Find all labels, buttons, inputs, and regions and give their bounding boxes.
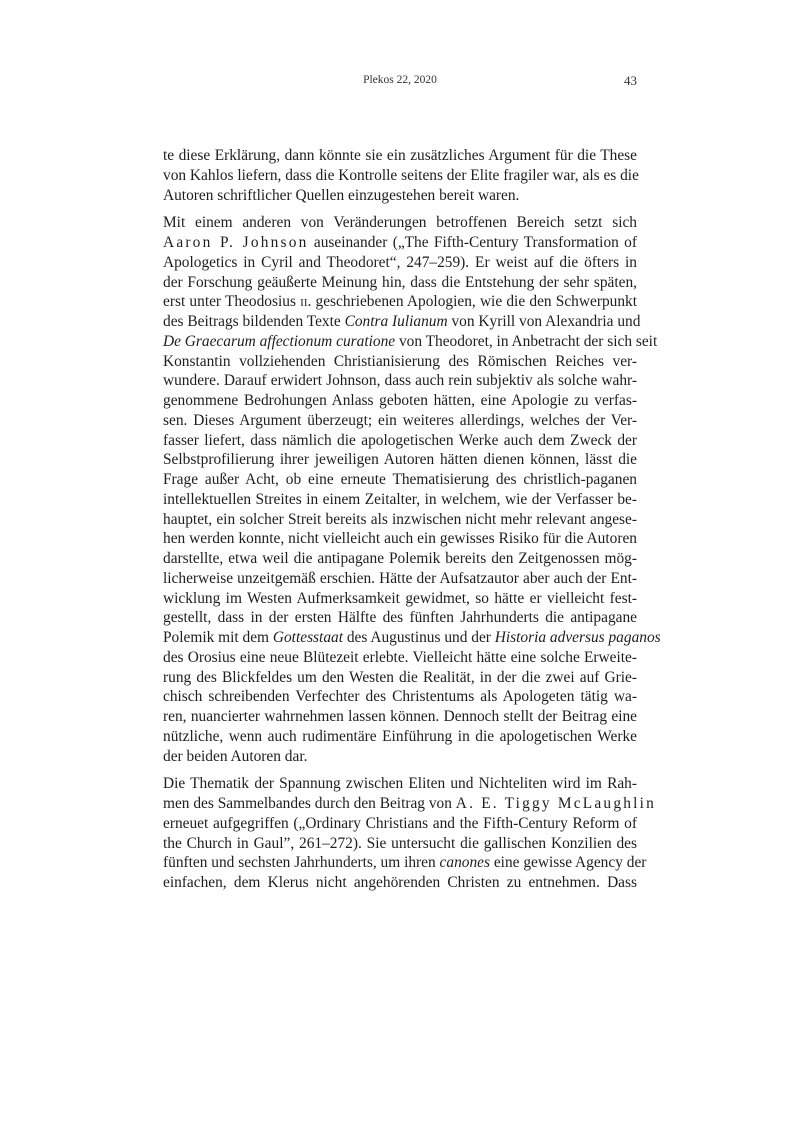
text-line bbox=[163, 411, 637, 431]
author-name: Aaron P. Johnson bbox=[163, 234, 309, 251]
text-line bbox=[163, 292, 637, 312]
text-line bbox=[163, 273, 637, 293]
text-line bbox=[163, 794, 656, 814]
text-run: wicklung im Westen Aufmerksamkeit gewidmet, so hätte er vielleicht fest- bbox=[163, 589, 637, 607]
text-line bbox=[163, 814, 637, 834]
text-line bbox=[163, 470, 637, 490]
text-line bbox=[163, 774, 637, 794]
text-run: erneuet aufgegriffen („Ordinary Christians and the Fifth-Century Reform of bbox=[163, 814, 637, 832]
text-run: von Kyrill von Alexandria und bbox=[447, 313, 641, 330]
text-run: auseinander („The Fifth-Century Transformation of bbox=[308, 234, 637, 251]
italic-title: Gottesstaat bbox=[272, 629, 343, 646]
page-number: 43 bbox=[624, 73, 637, 88]
text-run: gestellt, dass in der ersten Hälfte des fünften Jahrhunderts die antipagane bbox=[163, 609, 637, 627]
text-run: wundere. Darauf erwidert Johnson, dass auch rein subjektiv als solche wahr- bbox=[163, 372, 637, 390]
text-line bbox=[163, 529, 637, 549]
text-run: eine gewisse Agency der bbox=[489, 854, 647, 872]
text-run: genommene Bedrohungen Anlass geboten hätten, eine Apologie zu verfas- bbox=[163, 392, 637, 409]
text-line bbox=[163, 490, 637, 510]
body-text bbox=[163, 146, 661, 901]
running-head bbox=[163, 74, 637, 90]
text-run: fünften und sechsten Jahrhunderts, um ihren bbox=[163, 854, 440, 872]
text-run: des Augustinus und der bbox=[343, 629, 495, 646]
text-run: nützliche, wenn auch rudimentäre Einführung in die apologetischen Werke bbox=[163, 727, 637, 745]
text-run: des Orosius eine neue Blütezeit erlebte. Vielleicht hätte eine solche Erweite- bbox=[163, 648, 637, 666]
text-line bbox=[163, 213, 637, 233]
text-run: the Church in Gaul”, 261–272). Sie untersucht die gallischen Konzilien des bbox=[163, 834, 637, 852]
text-line bbox=[163, 628, 661, 648]
text-run: intellektuellen Streites in einem Zeitalter, in welchem, wie der Verfasser be- bbox=[163, 490, 637, 508]
text-line bbox=[163, 391, 637, 411]
text-run: von Theodoret, in Anbetracht der sich seit bbox=[395, 332, 658, 350]
text-line bbox=[163, 186, 637, 206]
text-run: fasser liefert, dass nämlich die apologetischen Werke auch dem Zweck der bbox=[163, 431, 637, 449]
text-line bbox=[163, 608, 637, 628]
text-line bbox=[163, 873, 637, 893]
text-run: einfachen, dem Klerus nicht angehörenden Christen zu entnehmen. Dass bbox=[163, 874, 637, 891]
text-run: men des Sammelbandes durch den Beitrag von bbox=[163, 795, 456, 812]
text-line bbox=[163, 727, 637, 747]
text-run: darstellte, etwa weil die antipagane Polemik bereits den Zeitgenossen mög- bbox=[163, 550, 637, 567]
text-line bbox=[163, 569, 637, 589]
text-run: Autoren schriftlicher Quellen einzugestehen bereit waren. bbox=[163, 186, 520, 204]
text-run: Polemik mit dem bbox=[163, 629, 273, 646]
text-line bbox=[163, 747, 637, 767]
text-run: . geschriebenen Apologien, wie die den Schwerpunkt bbox=[307, 293, 638, 311]
text-line bbox=[163, 352, 637, 372]
text-run: te diese Erklärung, dann könnte sie ein zusätzliches Argument für die These bbox=[163, 147, 637, 164]
italic-title: De Graecarum affectionum curatione bbox=[163, 332, 396, 350]
text-line bbox=[163, 510, 637, 530]
italic-title: Historia adversus paganos bbox=[494, 629, 661, 646]
text-line bbox=[163, 549, 637, 569]
text-line bbox=[163, 146, 637, 166]
text-run: hen werden konnte, nicht vielleicht auch ein gewisses Risiko für die Autoren bbox=[163, 530, 637, 548]
text-run: rung des Blickfeldes um den Westen die Realität, in der die zwei auf Grie- bbox=[163, 668, 637, 686]
text-run: der beiden Autoren dar. bbox=[163, 747, 308, 765]
text-run: Mit einem anderen von Veränderungen betroffenen Bereich setzt sich bbox=[163, 214, 637, 232]
text-run: ren, nuancierter wahrnehmen lassen können. Dennoch stellt der Beitrag eine bbox=[163, 708, 637, 725]
text-run: der Forschung geäußerte Meinung hin, dass die Entstehung der sehr späten, bbox=[163, 273, 637, 291]
text-line bbox=[163, 233, 637, 253]
paragraph-1 bbox=[163, 146, 637, 205]
text-line bbox=[163, 312, 641, 332]
author-name: A. E. Tiggy McLaughlin bbox=[455, 795, 656, 812]
text-run: Frage außer Acht, ob eine erneute Thematisierung des christlich-paganen bbox=[163, 471, 637, 488]
italic-title: Contra Iulianum bbox=[344, 313, 448, 330]
paragraph-2 bbox=[163, 213, 661, 766]
text-line bbox=[163, 332, 658, 352]
text-line bbox=[163, 707, 637, 727]
paragraph-3 bbox=[163, 774, 656, 893]
text-run: Selbstprofilierung ihrer jeweiligen Autoren hätten dienen können, lässt die bbox=[163, 451, 637, 469]
text-line bbox=[163, 450, 637, 470]
text-line bbox=[163, 834, 637, 854]
text-line bbox=[163, 648, 637, 668]
text-line bbox=[163, 431, 637, 451]
running-title: Plekos 22, 2020 bbox=[363, 74, 437, 86]
text-run: Konstantin vollziehenden Christianisierung des Römischen Reiches ver- bbox=[163, 352, 637, 370]
text-run: chisch schreibenden Verfechter des Christentums als Apologeten tätig wa- bbox=[163, 688, 637, 706]
text-line bbox=[163, 687, 637, 707]
text-run: ii bbox=[300, 293, 308, 311]
text-run: sen. Dieses Argument überzeugt; ein weiteres allerdings, welches der Ver- bbox=[163, 411, 637, 429]
text-run: Die Thematik der Spannung zwischen Eliten und Nichteliten wird im Rah- bbox=[163, 775, 637, 793]
text-run: des Beitrags bildenden Texte bbox=[163, 313, 345, 330]
text-run: hauptet, ein solcher Streit bereits als inzwischen nicht mehr relevant angese- bbox=[163, 510, 637, 528]
italic-title: canones bbox=[439, 854, 490, 872]
text-line bbox=[163, 253, 637, 273]
text-run: erst unter Theodosius bbox=[163, 293, 301, 311]
text-line bbox=[163, 166, 637, 186]
text-run: Apologetics in Cyril and Theodoret“, 247–259). Er weist auf die öfters in bbox=[163, 253, 637, 271]
text-line bbox=[163, 589, 637, 609]
text-run: von Kahlos liefern, dass die Kontrolle seitens der Elite fragiler war, als es die bbox=[163, 166, 639, 184]
text-line bbox=[163, 853, 647, 873]
text-line bbox=[163, 668, 637, 688]
text-line bbox=[163, 371, 637, 391]
text-run: licherweise unzeitgemäß erschien. Hätte der Aufsatzautor aber auch der Ent- bbox=[163, 569, 637, 587]
